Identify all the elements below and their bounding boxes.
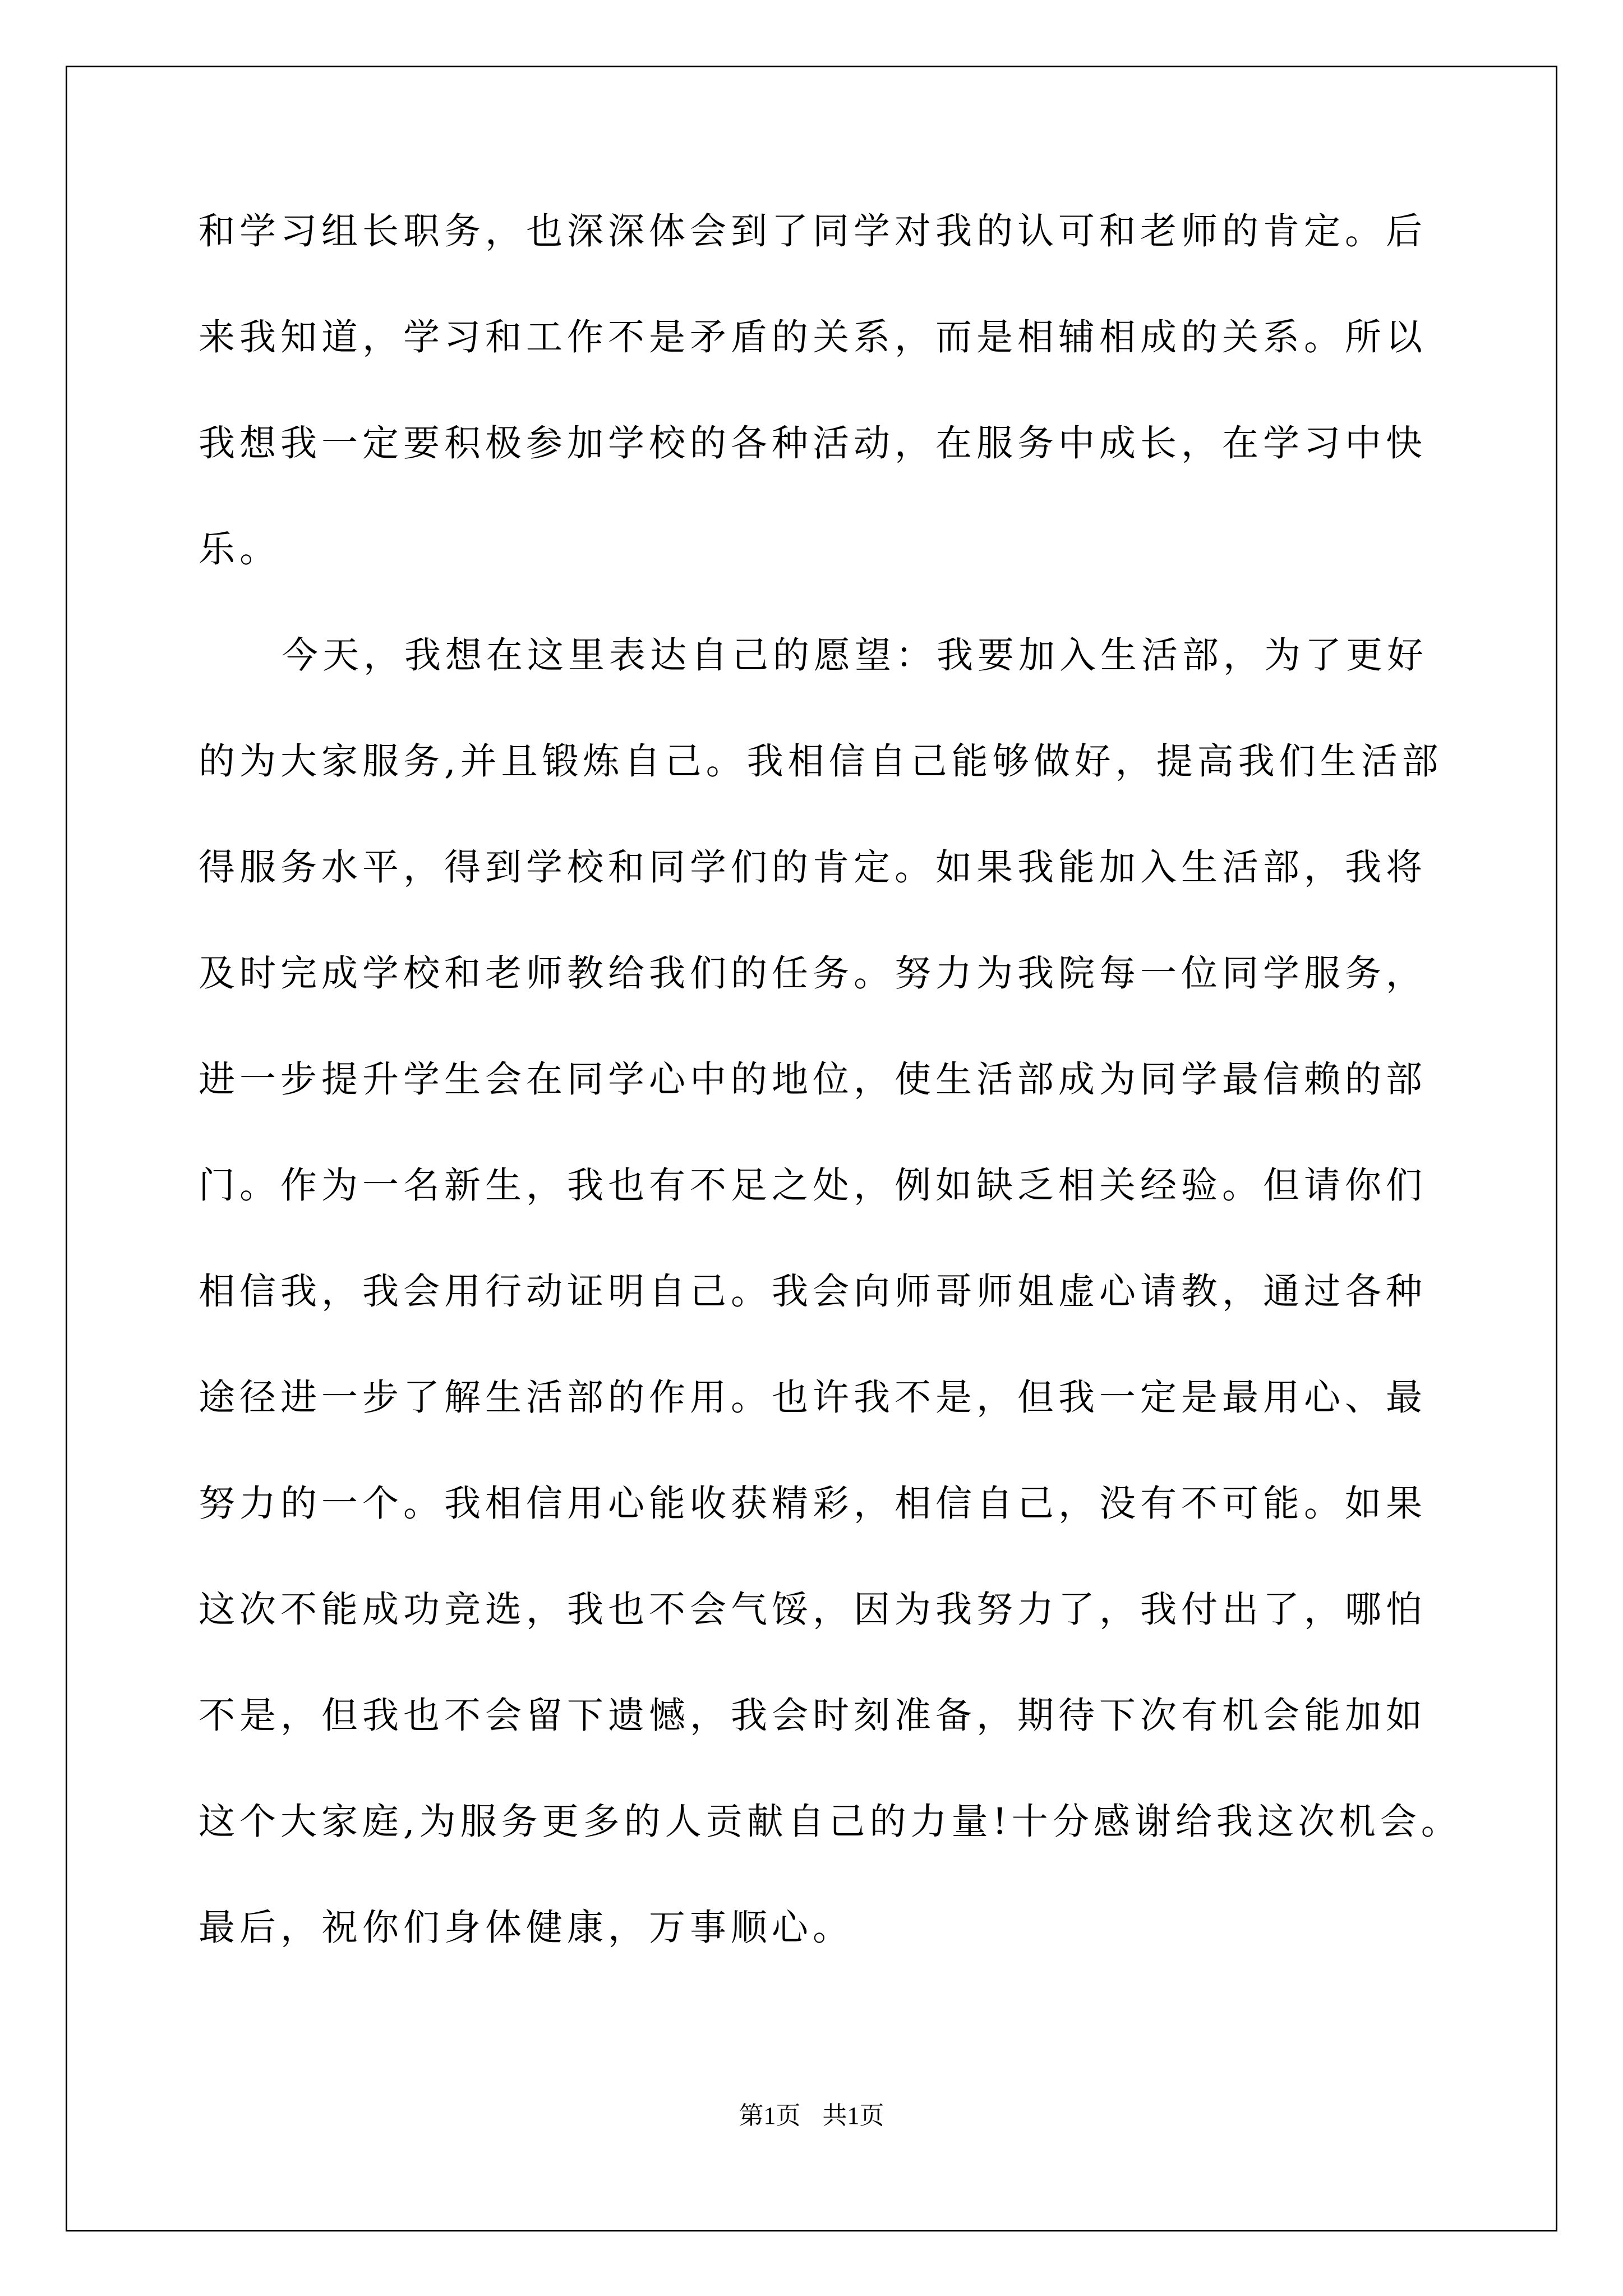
page-number: 第1页 — [739, 2102, 801, 2129]
text-line: 途径进一步了解生活部的作用。也许我不是，但我一定是最用心、最 — [199, 1377, 1427, 1419]
text-line: 来我知道，学习和工作不是矛盾的关系，而是相辅相成的关系。所以 — [199, 316, 1427, 358]
text-line: 得服务水平，得到学校和同学们的肯定。如果我能加入生活部，我将 — [199, 846, 1427, 889]
text-line: 我想我一定要积极参加学校的各种活动，在服务中成长，在学习中快 — [199, 422, 1427, 464]
text-line: 及时完成学校和老师教给我们的任务。努力为我院每一位同学服务， — [199, 953, 1427, 995]
page-total: 共1页 — [822, 2102, 884, 2129]
page-footer — [0, 2095, 1623, 2131]
text-line: 进一步提升学生会在同学心中的地位，使生活部成为同学最信赖的部 — [199, 1059, 1427, 1101]
paragraph-start-line: 今天，我想在这里表达自己的愿望：我要加入生活部，为了更好 — [282, 634, 1428, 677]
text-line: 这次不能成功竞选，我也不会气馁，因为我努力了，我付出了，哪怕 — [199, 1589, 1427, 1631]
text-line: 相信我，我会用行动证明自己。我会向师哥师姐虚心请教，通过各种 — [199, 1271, 1427, 1313]
text-line: 乐。 — [199, 528, 281, 570]
text-line: 和学习组长职务，也深深体会到了同学对我的认可和老师的肯定。后 — [199, 210, 1427, 252]
text-line: 门。作为一名新生，我也有不足之处，例如缺乏相关经验。但请你们 — [199, 1165, 1427, 1207]
text-line: 的为大家服务,并且锻炼自己。我相信自己能够做好，提高我们生活部 — [199, 740, 1443, 783]
text-line: 这个大家庭,为服务更多的人贡献自己的力量!十分感谢给我这次机会。 — [199, 1801, 1462, 1843]
text-line: 努力的一个。我相信用心能收获精彩，相信自己，没有不可能。如果 — [199, 1483, 1427, 1525]
text-line: 不是，但我也不会留下遗憾，我会时刻准备，期待下次有机会能加如 — [199, 1695, 1427, 1737]
document-body — [199, 210, 1477, 2016]
text-line: 最后，祝你们身体健康，万事顺心。 — [199, 1907, 854, 1949]
